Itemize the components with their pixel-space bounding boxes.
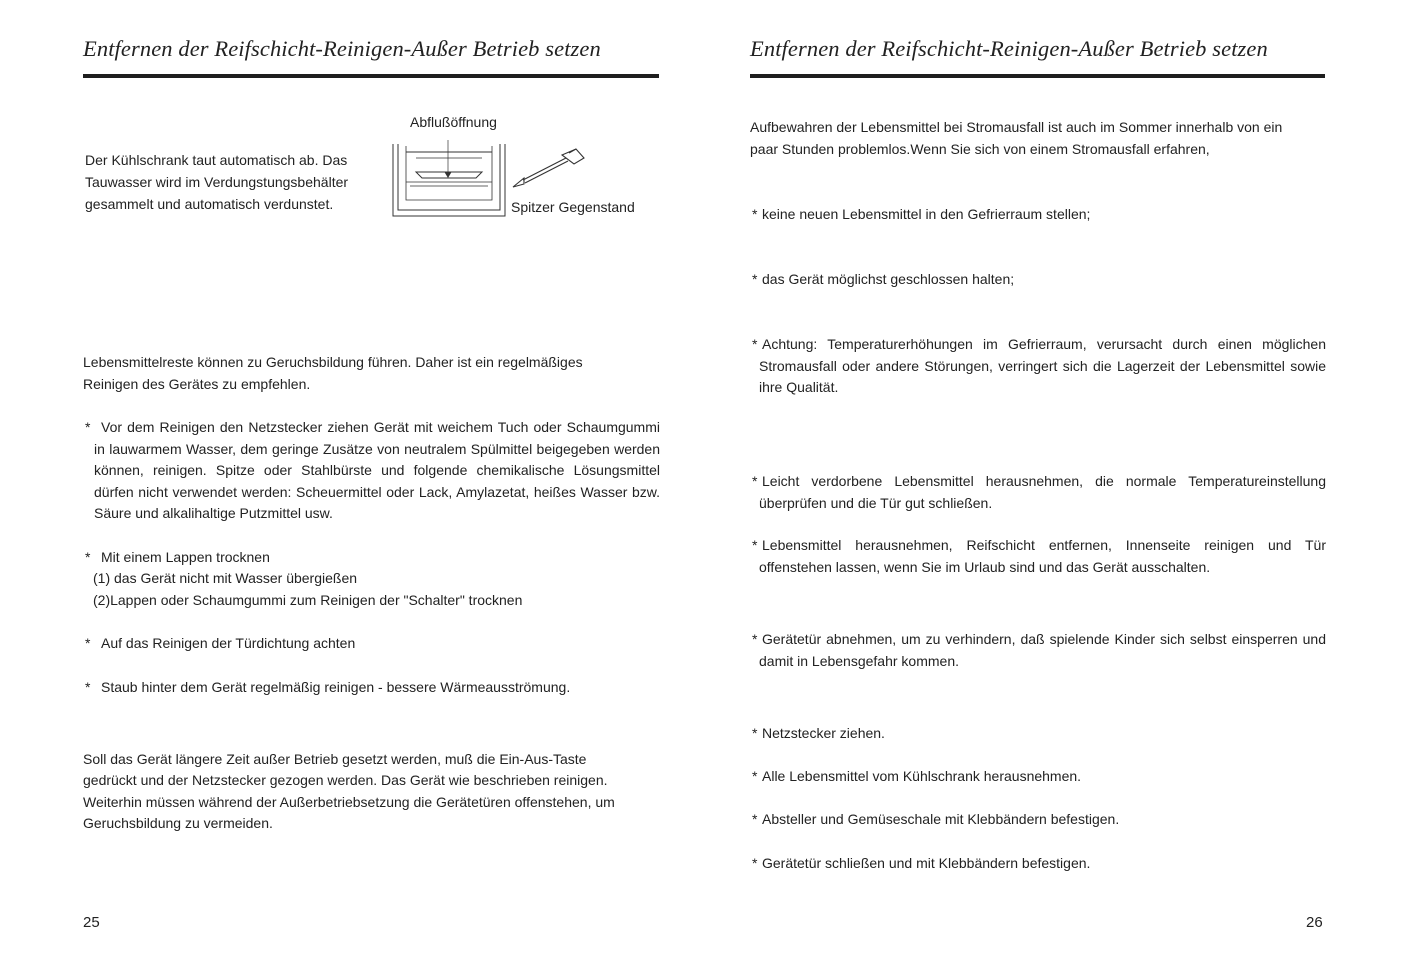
bullet-marker: *: [85, 419, 91, 435]
right-page: [701, 0, 1402, 954]
shutdown-line: Weiterhin müssen während der Außerbetriebsetzung die Gerätetüren offenstehen, um: [83, 794, 615, 810]
page-number: 25: [83, 914, 100, 931]
bullet-marker: *: [752, 537, 758, 553]
bullet-marker: *: [752, 271, 758, 287]
cleaning-item-text: Staub hinter dem Gerät regelmäßig reinigen - bessere Wärmeausströmung.: [101, 679, 571, 695]
transport-item-text: Alle Lebensmittel vom Kühlschrank herausnehmen.: [762, 768, 1082, 784]
bullet-marker: *: [752, 725, 758, 741]
bullet-marker: *: [752, 855, 758, 871]
cleaning-item-text: Mit einem Lappen trocknen: [101, 549, 270, 565]
transport-item: [752, 809, 1326, 831]
transport-item-text: Absteller und Gemüseschale mit Klebbändern befestigen.: [762, 811, 1120, 827]
title-rule: [750, 74, 1325, 78]
title-rule: [83, 74, 659, 78]
transport-item: [752, 766, 1326, 788]
power-outage-item: [752, 204, 1326, 226]
power-outage-item-text: das Gerät möglichst geschlossen halten;: [762, 271, 1015, 287]
shutdown-line: Geruchsbildung zu vermeiden.: [83, 815, 273, 831]
bullet-marker: *: [752, 811, 758, 827]
care-item: [752, 535, 1326, 578]
bullet-marker: *: [752, 336, 758, 352]
cleaning-subitem: (2)Lappen oder Schaumgummi zum Reinigen der "Schalter" trocknen: [93, 592, 523, 608]
power-outage-intro-line: Aufbewahren der Lebensmittel bei Stromausfall ist auch im Sommer innerhalb von ein: [750, 119, 1283, 135]
defrost-line: Tauwasser wird im Verdungstungsbehälter: [85, 174, 349, 190]
page-number: 26: [1306, 914, 1323, 931]
care-item: [752, 471, 1326, 514]
transport-item-text: Gerätetür schließen und mit Klebbändern befestigen.: [762, 855, 1091, 871]
cleaning-item-text: Auf das Reinigen der Türdichtung achten: [101, 635, 356, 651]
care-item-text: Lebensmittel herausnehmen, Reifschicht entfernen, Innenseite reinigen und Tür offenstehen lassen, wenn Sie im Urlaub sind und das Gerät ausschalten.: [759, 537, 1326, 575]
transport-item: [752, 723, 1326, 745]
power-outage-item: [752, 334, 1326, 399]
power-outage-item-text: keine neuen Lebensmittel in den Gefrierraum stellen;: [762, 206, 1091, 222]
power-outage-item: [752, 269, 1326, 291]
power-outage-intro-line: paar Stunden problemlos.Wenn Sie sich von einem Stromausfall erfahren,: [750, 141, 1210, 157]
shutdown-line: Soll das Gerät längere Zeit außer Betrieb gesetzt werden, muß die Ein-Aus-Taste: [83, 751, 587, 767]
shutdown-line: gedrückt und der Netzstecker gezogen werden. Das Gerät wie beschrieben reinigen.: [83, 772, 608, 788]
bullet-marker: *: [752, 768, 758, 784]
transport-item-text: Netzstecker ziehen.: [762, 725, 885, 741]
care-item: [752, 629, 1326, 672]
bullet-marker: *: [85, 679, 91, 695]
transport-item: [752, 853, 1326, 875]
defrost-line: gesammelt und automatisch verdunstet.: [85, 196, 334, 212]
cleaning-subitem: (1) das Gerät nicht mit Wasser übergießen: [93, 570, 358, 586]
power-outage-item-text: Achtung: Temperaturerhöhungen im Gefrierraum, verursacht durch einen möglichen Stromausfall oder andere Störungen, verringert sich die Lagerzeit der Lebensmittel sowie ihre Qualität.: [759, 336, 1326, 395]
page-title: Entfernen der Reifschicht-Reinigen-Außer Betrieb setzen: [750, 36, 1268, 61]
cleaning-intro-line: Reinigen des Gerätes zu empfehlen.: [83, 376, 311, 392]
cleaning-intro-line: Lebensmittelreste können zu Geruchsbildung führen. Daher ist ein regelmäßiges: [83, 354, 583, 370]
bullet-marker: *: [85, 549, 91, 565]
care-item-text: Gerätetür abnehmen, um zu verhindern, daß spielende Kinder sich selbst einsperren und damit in Lebensgefahr kommen.: [759, 631, 1326, 669]
defrost-line: Der Kühlschrank taut automatisch ab. Das: [85, 152, 348, 168]
bullet-marker: *: [85, 635, 91, 651]
bullet-marker: *: [752, 473, 758, 489]
cleaning-item: [83, 547, 660, 569]
drain-opening-label: Abflußöffnung: [410, 114, 497, 130]
page-title: Entfernen der Reifschicht-Reinigen-Außer Betrieb setzen: [83, 36, 601, 61]
bullet-marker: *: [752, 631, 758, 647]
pointed-object-label: Spitzer Gegenstand: [511, 199, 635, 215]
cleaning-item: [83, 677, 660, 699]
bullet-marker: *: [752, 206, 758, 222]
cleaning-item-text: Vor dem Reinigen den Netzstecker ziehen Gerät mit weichem Tuch oder Schaumgummi in lauwarmem Wasser, dem geringe Zusätze von neutralem Spülmittel beigegeben werden können, reinigen. Spitze oder Stahlbürste und folgende chemikalische Lösungsmittel dürfen nicht verwendet werden: Scheuermittel oder Lack, Amylazetat, heißes Wasser bzw. Säure und alkalihaltige Putzmittel usw.: [94, 419, 660, 521]
cleaning-item: [83, 633, 660, 655]
cleaning-item: [83, 417, 660, 525]
care-item-text: Leicht verdorbene Lebensmittel herausnehmen, die normale Temperatureinstellung überprüfen und die Tür gut schließen.: [759, 473, 1326, 511]
